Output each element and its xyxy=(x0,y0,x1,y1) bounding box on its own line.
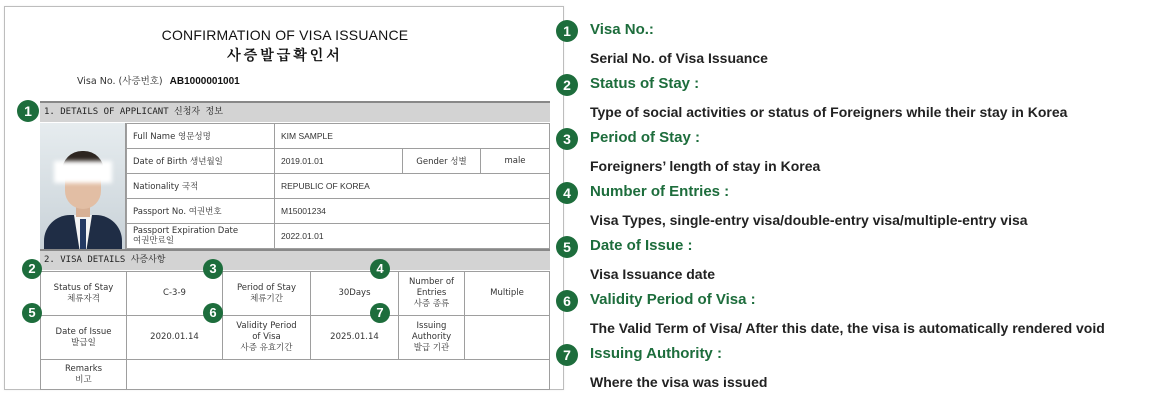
status-label-ko: 체류자격 xyxy=(67,293,100,304)
entries-label xyxy=(399,272,465,316)
date-of-issue-value: 2020.01.14 xyxy=(127,316,223,360)
applicant-photo xyxy=(40,123,126,249)
status-of-stay-value: C-3-9 xyxy=(127,272,223,316)
badge-5: 5 xyxy=(22,303,42,323)
badge-6: 6 xyxy=(203,303,223,323)
legend-badge: 6 xyxy=(556,290,578,312)
status-label-en: Status of Stay xyxy=(53,282,114,293)
legend-desc: Serial No. of Visa Issuance xyxy=(590,50,768,66)
legend-title: Issuing Authority : xyxy=(590,345,722,362)
legend-title: Status of Stay : xyxy=(590,75,700,92)
remarks-label-ko: 비고 xyxy=(75,374,92,385)
applicant-table xyxy=(126,123,550,249)
table-row xyxy=(127,174,550,199)
remarks-label xyxy=(41,360,127,390)
badge-3: 3 xyxy=(203,259,223,279)
passport-exp-label-ko: 여권만료일 xyxy=(133,236,175,246)
table-row xyxy=(41,272,550,316)
gender-label: Gender 성별 xyxy=(403,149,481,174)
passport-no-value: M15001234 xyxy=(275,199,550,224)
table-row xyxy=(127,224,550,249)
period-of-stay-value: 30Days xyxy=(311,272,399,316)
period-of-stay-label xyxy=(223,272,311,316)
full-name-label: Full Name 영문성명 xyxy=(127,124,275,149)
full-name-value: KIM SAMPLE xyxy=(275,124,550,149)
status-of-stay-label xyxy=(41,272,127,316)
entries-value: Multiple xyxy=(465,272,550,316)
privacy-blur xyxy=(54,161,112,183)
authority-label-ko: 발급 기관 xyxy=(413,343,450,353)
visa-details-table xyxy=(40,271,550,390)
remarks-label-en: Remarks xyxy=(64,363,103,374)
nationality-value: REPUBLIC OF KOREA xyxy=(275,174,550,199)
legend-badge: 4 xyxy=(556,182,578,204)
validity-label-ko: 사증 유효기간 xyxy=(240,343,293,353)
badge-1: 1 xyxy=(17,100,39,122)
entries-label-en2: Entries xyxy=(416,288,447,298)
passport-exp-value: 2022.01.01 xyxy=(275,224,550,249)
validity-label-en1: Validity Period xyxy=(236,321,297,331)
document-title: CONFIRMATION OF VISA ISSUANCE xyxy=(161,27,409,43)
validity-period-label xyxy=(223,316,311,360)
issuing-authority-label xyxy=(399,316,465,360)
period-label-ko: 체류기간 xyxy=(250,293,283,304)
passport-exp-label xyxy=(127,224,275,249)
legend-title: Date of Issue : xyxy=(590,237,693,254)
table-row xyxy=(127,199,550,224)
passport-exp-label-en: Passport Expiration Date xyxy=(133,226,239,236)
legend-desc: Where the visa was issued xyxy=(590,374,768,390)
entries-label-en1: Number of xyxy=(408,277,455,287)
legend-desc: Visa Issuance date xyxy=(590,266,716,282)
visa-no-label: Visa No. (사증번호) xyxy=(77,76,163,87)
remarks-value xyxy=(127,360,550,390)
table-row xyxy=(41,316,550,360)
nationality-label: Nationality 국적 xyxy=(127,174,275,199)
entries-label-ko: 사증 종류 xyxy=(413,299,450,309)
legend-badge: 1 xyxy=(556,20,578,42)
validity-label-en2: of Visa xyxy=(252,332,281,342)
section-applicant-header: 1. DETAILS OF APPLICANT 신청자 정보 xyxy=(40,101,550,122)
table-row xyxy=(127,149,550,174)
legend-desc: Foreigners’ length of stay in Korea xyxy=(590,158,821,174)
legend-desc: Visa Types, single-entry visa/double-entry visa/multiple-entry visa xyxy=(590,212,1028,228)
period-label-en: Period of Stay xyxy=(236,282,297,293)
dob-label: Date of Birth 생년월일 xyxy=(127,149,275,174)
date-of-issue-label xyxy=(41,316,127,360)
legend-title: Validity Period of Visa : xyxy=(590,291,756,308)
passport-no-label: Passport No. 여권번호 xyxy=(127,199,275,224)
validity-period-value: 2025.01.14 xyxy=(311,316,399,360)
legend-title: Period of Stay : xyxy=(590,129,701,146)
legend-desc: Type of social activities or status of Foreigners while their stay in Korea xyxy=(590,104,1068,120)
badge-2: 2 xyxy=(22,259,42,279)
table-row xyxy=(41,360,550,390)
legend-badge: 3 xyxy=(556,128,578,150)
gender-value: male xyxy=(481,149,550,174)
legend-title: Number of Entries : xyxy=(590,183,730,200)
legend-desc: The Valid Term of Visa/ After this date, the visa is automatically rendered void xyxy=(590,320,1105,336)
badge-7: 7 xyxy=(370,303,390,323)
visa-no-value: AB1000001001 xyxy=(169,76,240,87)
legend-badge: 7 xyxy=(556,344,578,366)
badge-4: 4 xyxy=(370,259,390,279)
table-row xyxy=(127,124,550,149)
legend-title: Visa No.: xyxy=(590,21,654,38)
legend-badge: 2 xyxy=(556,74,578,96)
issue-label-ko: 발급일 xyxy=(71,337,96,348)
visa-confirmation-document xyxy=(4,6,564,390)
authority-label-en2: Authority xyxy=(411,332,452,342)
issue-label-en: Date of Issue xyxy=(55,326,112,337)
authority-label-en1: Issuing xyxy=(416,321,447,331)
legend-badge: 5 xyxy=(556,236,578,258)
issuing-authority-value xyxy=(465,316,550,360)
section-visa-header: 2. VISA DETAILS 사증사항 xyxy=(40,249,550,270)
document-subtitle: 사증발급확인서 xyxy=(227,48,343,64)
visa-no-line xyxy=(77,73,240,87)
dob-value: 2019.01.01 xyxy=(275,149,403,174)
